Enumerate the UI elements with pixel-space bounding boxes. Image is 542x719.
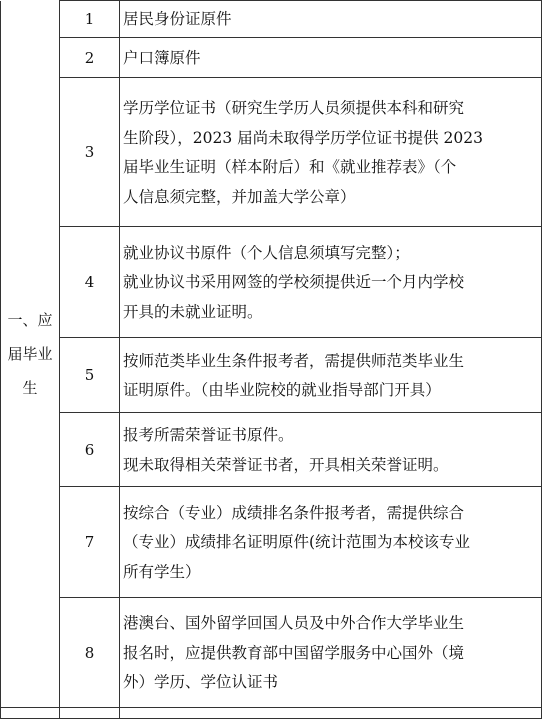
text-line: （专业）成绩排名证明原件(统计范围为本校该专业 [123, 533, 471, 552]
requirement-text [120, 38, 542, 78]
text-line: 证明原件。（由毕业院校的就业指导部门开具） [123, 381, 441, 399]
text-line: 现未取得相关荣誉证书者，开具相关荣誉证明。 [123, 455, 449, 474]
row-number: 6 [60, 413, 120, 487]
text-line: 报名时，应提供教育部中国留学服务中心国外（境 [123, 643, 465, 662]
requirement-text [120, 413, 542, 487]
row-number: 7 [60, 487, 120, 598]
table-row [1, 38, 542, 78]
table-row [1, 708, 542, 719]
table-row [1, 413, 542, 487]
text-line: 就业协议书采用网签的学校须提供近一个月内学校 [123, 273, 465, 292]
row-number: 4 [60, 227, 120, 338]
requirement-text [120, 598, 542, 708]
text-line: 居民身份证原件 [123, 10, 232, 29]
text-line: 按综合（专业）成绩排名条件报考者，需提供综合 [123, 503, 465, 522]
category-label: 一、应届毕业生 [7, 310, 53, 397]
text-line: 所有学生） [123, 562, 201, 581]
empty-cell [120, 708, 542, 719]
table-row [1, 1, 542, 38]
table-row [1, 78, 542, 227]
text-line: 港澳台、国外留学回国人员及中外合作大学毕业生 [123, 614, 465, 633]
text-line: 生阶段），2023 届尚未取得学历学位证书提供 2023 [123, 128, 483, 147]
text-line: 户口簿原件 [123, 48, 201, 67]
row-number: 1 [60, 1, 120, 38]
table-row [1, 227, 542, 338]
text-line: 按师范类毕业生条件报考者，需提供师范类毕业生 [123, 351, 465, 370]
requirement-text [120, 227, 542, 338]
text-line: 外）学历、学位认证书 [123, 673, 279, 692]
text-line: 届毕业生证明（样本附后）和《就业推荐表》（个 [123, 158, 457, 176]
row-number: 2 [60, 38, 120, 78]
text-line: 开具的未就业证明。 [123, 302, 263, 321]
category-cell [1, 1, 60, 708]
requirement-text [120, 338, 542, 413]
text-line: 就业协议书原件（个人信息须填写完整）； [123, 243, 410, 262]
empty-cell [1, 708, 60, 719]
text-line: 报考所需荣誉证书原件。 [123, 426, 294, 444]
table-row [1, 338, 542, 413]
text-line: 学历学位证书（研究生学历人员须提供本科和研究 [123, 99, 465, 117]
empty-cell [60, 708, 120, 719]
row-number: 3 [60, 78, 120, 227]
table-row [1, 487, 542, 598]
row-number: 8 [60, 598, 120, 708]
requirement-text [120, 487, 542, 598]
table-row [1, 598, 542, 708]
row-number: 5 [60, 338, 120, 413]
requirement-text [120, 78, 542, 227]
requirement-text [120, 1, 542, 38]
text-line: 人信息须完整，并加盖大学公章） [123, 187, 356, 206]
